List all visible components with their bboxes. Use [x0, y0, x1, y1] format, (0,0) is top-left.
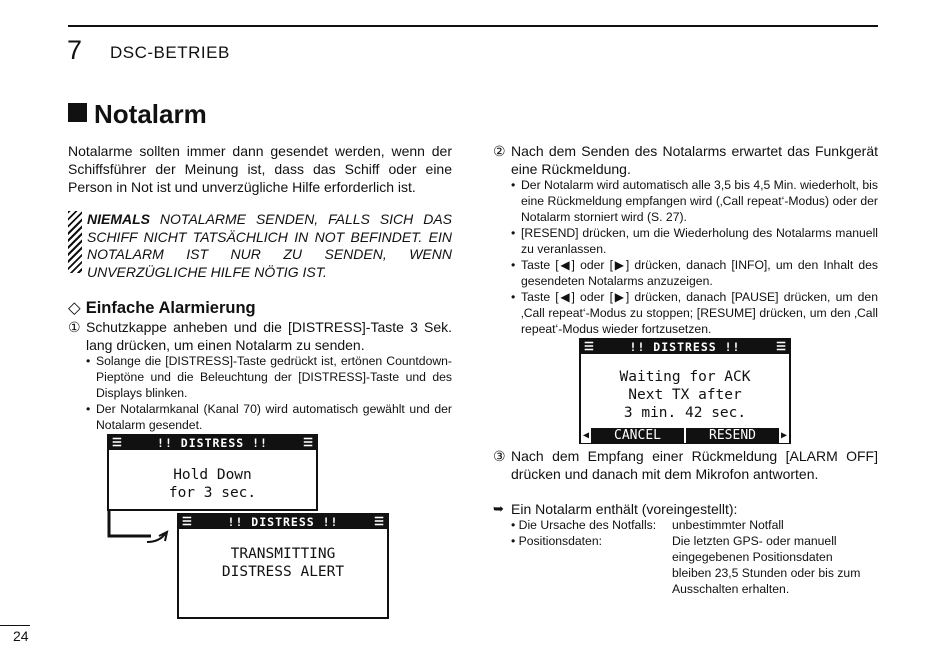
menu-icon: ☰	[584, 340, 594, 353]
lcd-line: for 3 sec.	[168, 485, 257, 501]
list-item: • Taste [◀] oder [▶] drücken, danach [PAUSE] drücken, um den ‚Call repeat‘-Modus zu stoppen; [RESUME] drücken, um den ‚Call repeat‘-Modus wieder fortzusetzen.	[511, 289, 878, 337]
note-label: • Positionsdaten:	[511, 534, 602, 548]
step-1	[68, 318, 452, 354]
step-2	[493, 142, 878, 178]
page-number-rule	[0, 625, 30, 626]
step-1-text: Schutzkappe anheben und die [DISTRESS]-Taste 3 Sek. lang drücken, um einen Notalarm zu senden.	[86, 319, 452, 353]
arrow-right-icon	[107, 510, 177, 550]
lcd-line: Next TX after	[628, 387, 742, 403]
list-item: • [RESEND] drücken, um die Wiederholung des Notalarms manuell zu veranlassen.	[511, 225, 878, 257]
lcd-hold-down	[107, 434, 318, 511]
step-2-text: Nach dem Senden des Notalarms erwartet das Funkgerät eine Rückmeldung.	[511, 143, 878, 177]
step-1-bullets	[86, 353, 452, 433]
note	[493, 500, 878, 518]
diamond-icon: ◇	[68, 299, 81, 317]
lcd-title: !! DISTRESS !!	[629, 340, 741, 354]
arrow-pointer-icon: ➥	[493, 501, 504, 516]
note-value: unbestimmter Notfall	[672, 518, 784, 532]
list-item: • Taste [◀] oder [▶] drücken, danach [INFO], um den Inhalt des gesendeten Notalarms anzuzeigen.	[511, 257, 878, 289]
subsection-title	[68, 298, 256, 318]
left-arrow-icon[interactable]: ◀	[582, 430, 590, 441]
section-title-text: Notalarm	[94, 99, 207, 129]
resend-button[interactable]: RESEND	[709, 428, 756, 443]
lcd-line: Hold Down	[173, 467, 252, 483]
note-value: Die letzten GPS- oder manuell eingegebenen Positionsdaten bleiben 23,5 Stunden oder bis zum Ausschalten erhalten.	[672, 534, 861, 596]
note-row	[511, 517, 878, 533]
lcd-header	[109, 436, 316, 450]
section-title	[68, 99, 207, 129]
lcd-header	[179, 515, 387, 529]
note-details	[511, 517, 878, 597]
note-row	[511, 533, 878, 597]
lcd-title: !! DISTRESS !!	[157, 436, 268, 450]
header-rule	[68, 25, 878, 27]
lcd-transmitting	[177, 513, 389, 619]
menu-icon: ☰	[776, 340, 786, 353]
note-label: • Die Ursache des Notfalls:	[511, 518, 657, 532]
list-item: • Der Notalarmkanal (Kanal 70) wird automatisch gewählt und der Notalarm gesendet.	[86, 401, 452, 433]
chapter-number: 7	[67, 35, 83, 65]
list-item: • Solange die [DISTRESS]-Taste gedrückt ist, ertönen Countdown-Pieptöne und die Beleuchtung der [DISTRESS]-Taste und des Displays blinken.	[86, 353, 452, 401]
step-2-number: ②	[493, 143, 506, 159]
cancel-button[interactable]: CANCEL	[614, 428, 661, 443]
square-bullet-icon	[68, 103, 87, 122]
menu-icon: ☰	[182, 515, 192, 528]
lcd-line: DISTRESS ALERT	[221, 564, 345, 580]
warning-body: NOTALARME SENDEN, FALLS SICH DAS SCHIFF NICHT TATSÄCHLICH IN NOT BEFINDET. EIN NOTALARM IST NUR ZU SENDEN, WENN UNVERZÜGLICHE HILFE NÖTIG IST.	[87, 211, 452, 280]
lcd-line: TRANSMITTING	[230, 546, 336, 562]
note-text: Ein Notalarm enthält (voreingestellt):	[511, 501, 738, 517]
lcd-waiting-ack	[579, 338, 791, 444]
right-arrow-icon[interactable]: ▶	[780, 430, 788, 441]
lcd-header	[581, 340, 789, 354]
step-3-text: Nach dem Empfang einer Rückmeldung [ALARM OFF] drücken und danach mit dem Mikrofon antworten.	[511, 448, 878, 482]
menu-icon: ☰	[112, 436, 122, 449]
lcd-line: 3 min. 42 sec.	[623, 405, 747, 421]
step-1-number: ①	[68, 319, 81, 335]
warning-keyword: NIEMALS	[87, 211, 150, 227]
warning-hatch-icon	[68, 211, 82, 273]
menu-icon: ☰	[374, 515, 384, 528]
list-item: • Der Notalarm wird automatisch alle 3,5 bis 4,5 Min. wiederholt, bis eine Rückmeldung empfangen wird (‚Call repeat‘-Modus) oder der Notalarm storniert wird (S. 27).	[511, 177, 878, 225]
lcd-title: !! DISTRESS !!	[227, 515, 339, 529]
subsection-title-text: Einfache Alarmierung	[85, 299, 256, 317]
warning-text	[87, 211, 452, 281]
menu-icon: ☰	[303, 436, 313, 449]
chapter-title: DSC-BETRIEB	[110, 43, 230, 62]
lcd-line: Waiting for ACK	[619, 369, 751, 385]
page-number: 24	[13, 628, 29, 644]
intro-paragraph: Notalarme sollten immer dann gesendet werden, wenn der Schiffsführer der Meinung ist, dass das Schiff oder eine Person in Not ist und unverzügliche Hilfe erforderlich ist.	[68, 143, 452, 195]
lcd-softkeys	[581, 428, 789, 443]
step-2-bullets	[511, 177, 878, 337]
step-3-number: ③	[493, 448, 506, 464]
step-3	[493, 447, 878, 483]
